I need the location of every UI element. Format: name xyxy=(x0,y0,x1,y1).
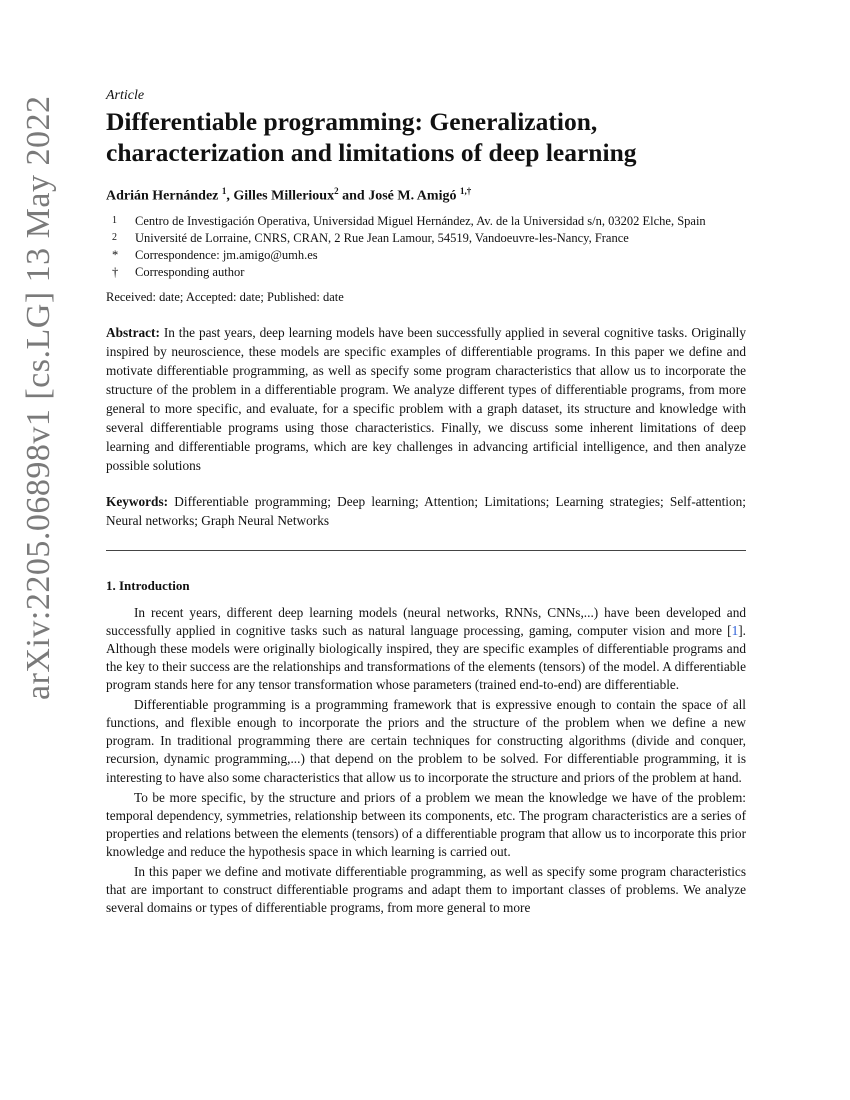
affiliation-mark: 1 xyxy=(112,214,117,226)
author-name: José M. Amigó xyxy=(368,188,457,204)
citation-link[interactable]: 1 xyxy=(731,622,739,638)
author-affiliation-mark: 1,† xyxy=(459,186,472,196)
paper-title xyxy=(106,106,746,168)
affiliation-list xyxy=(112,213,746,280)
author-list: Adrián Hernández $^1$, Gilles Millerioux$^2$ and José M. Amigó $^{1,\dagger}$ xyxy=(106,186,472,204)
author-name: Gilles Millerioux xyxy=(233,188,335,204)
arxiv-identifier-stamp: arXiv:2205.06898v1 [cs.LG] 13 May 2022 xyxy=(20,95,57,700)
title-line-2: characterization and limitations of deep learning xyxy=(106,138,637,167)
keywords xyxy=(106,492,746,530)
title-line-1: Differentiable programming: Generalization, xyxy=(106,107,598,136)
abstract-label: Abstract: xyxy=(106,324,160,340)
keywords-text: Differentiable programming; Deep learning; Attention; Limitations; Learning strategies; Self-attention; Neural networks; Graph Neural Networks xyxy=(106,493,746,528)
paragraph xyxy=(106,604,746,694)
affiliation-text: Centro de Investigación Operativa, Universidad Miguel Hernández, Av. de la Universidad s/n, 03202 Elche, Spain xyxy=(135,213,706,228)
affiliation-item xyxy=(112,247,746,263)
correspondence-email: Correspondence: jm.amigo@umh.es xyxy=(135,247,318,262)
paragraph: In this paper we define and motivate differentiable programming, as well as specify some program characteristics that are important to construct differentiable programs and adapt them to important classes of problems. We analyze several domains or types of differentiable programs, from more general to more xyxy=(106,863,746,916)
affiliation-mark: 2 xyxy=(112,231,117,243)
article-type-label: Article xyxy=(106,88,145,103)
paragraph: Differentiable programming is a programming framework that is expressive enough to contain the space of all functions, and flexible enough to incorporate the priors and the structure of the problem when we define a new program. In traditional programming there are certain techniques for constructing algorithms (divide and conquer, recursion, dynamic programming,...) that depend on the problem to be solved. For differentiable programming, it is interesting to have also some characteristics that allow us to incorporate the structure and priors of the problem at hand. xyxy=(106,697,746,785)
author-name: Adrián Hernández xyxy=(106,188,219,204)
paragraph: To be more specific, by the structure and priors of a problem we mean the knowledge we have of the problem: temporal dependency, symmetries, relationship between its components, etc. The program characteristics are a series of properties and relations between the elements (tensors) of a differentiable program that allow us to incorporate this prior knowledge and reduce the hypothesis space in which learning is carried out. xyxy=(106,789,746,859)
affiliation-text: Corresponding author xyxy=(135,264,245,279)
affiliation-item xyxy=(112,264,746,280)
author-affiliation-mark: 2 xyxy=(334,186,339,196)
affiliation-text: Université de Lorraine, CNRS, CRAN, 2 Rue Jean Lamour, 54519, Vandoeuvre-les-Nancy, France xyxy=(135,230,629,245)
abstract-text: In the past years, deep learning models have been successfully applied in several cognitive tasks. Originally inspired by neuroscience, these models are specific examples of differentiable programs. In this paper we define and motivate differentiable programming, as well as specify some program characteristics that allow us to incorporate the structure of the problem in a differentiable program. We analyze different types of differentiable programs, from more general to more specific, and evaluate, for a specific problem with a graph dataset, its structure and knowledge with several differentiable programs using those characteristics. Finally, we discuss some inherent limitations of deep learning and differentiable programs, which are key challenges in advancing artificial intelligence, and then analyze possible solutions xyxy=(106,324,746,473)
affiliation-mark: * xyxy=(112,247,119,262)
affiliation-item xyxy=(112,230,746,246)
affiliation-mark: † xyxy=(112,264,119,279)
section-heading: 1. Introduction xyxy=(106,577,190,593)
paragraph-text: ]. Although these models were originally biologically inspired, they are specific examples of differentiable programs and the key to their success are the relationships and transformations of the elements (tensors) of the model. A differentiable program stands here for any tensor transformation whose parameters (trained end-to-end) are differentiable. xyxy=(106,622,746,693)
section-divider xyxy=(106,550,746,551)
keywords-label: Keywords: xyxy=(106,493,169,509)
author-affiliation-mark: 1 xyxy=(221,186,227,196)
paragraph-text: In recent years, different deep learning models (neural networks, RNNs, CNNs,...) have been developed and successfully applied in cognitive tasks such as natural language processing, gaming, computer vision and more [ xyxy=(106,604,746,638)
paper-page xyxy=(106,88,746,919)
affiliation-item xyxy=(112,213,746,229)
publication-dates: Received: date; Accepted: date; Published: date xyxy=(106,289,344,304)
abstract xyxy=(106,323,746,475)
author-conjunction: and xyxy=(342,188,365,204)
